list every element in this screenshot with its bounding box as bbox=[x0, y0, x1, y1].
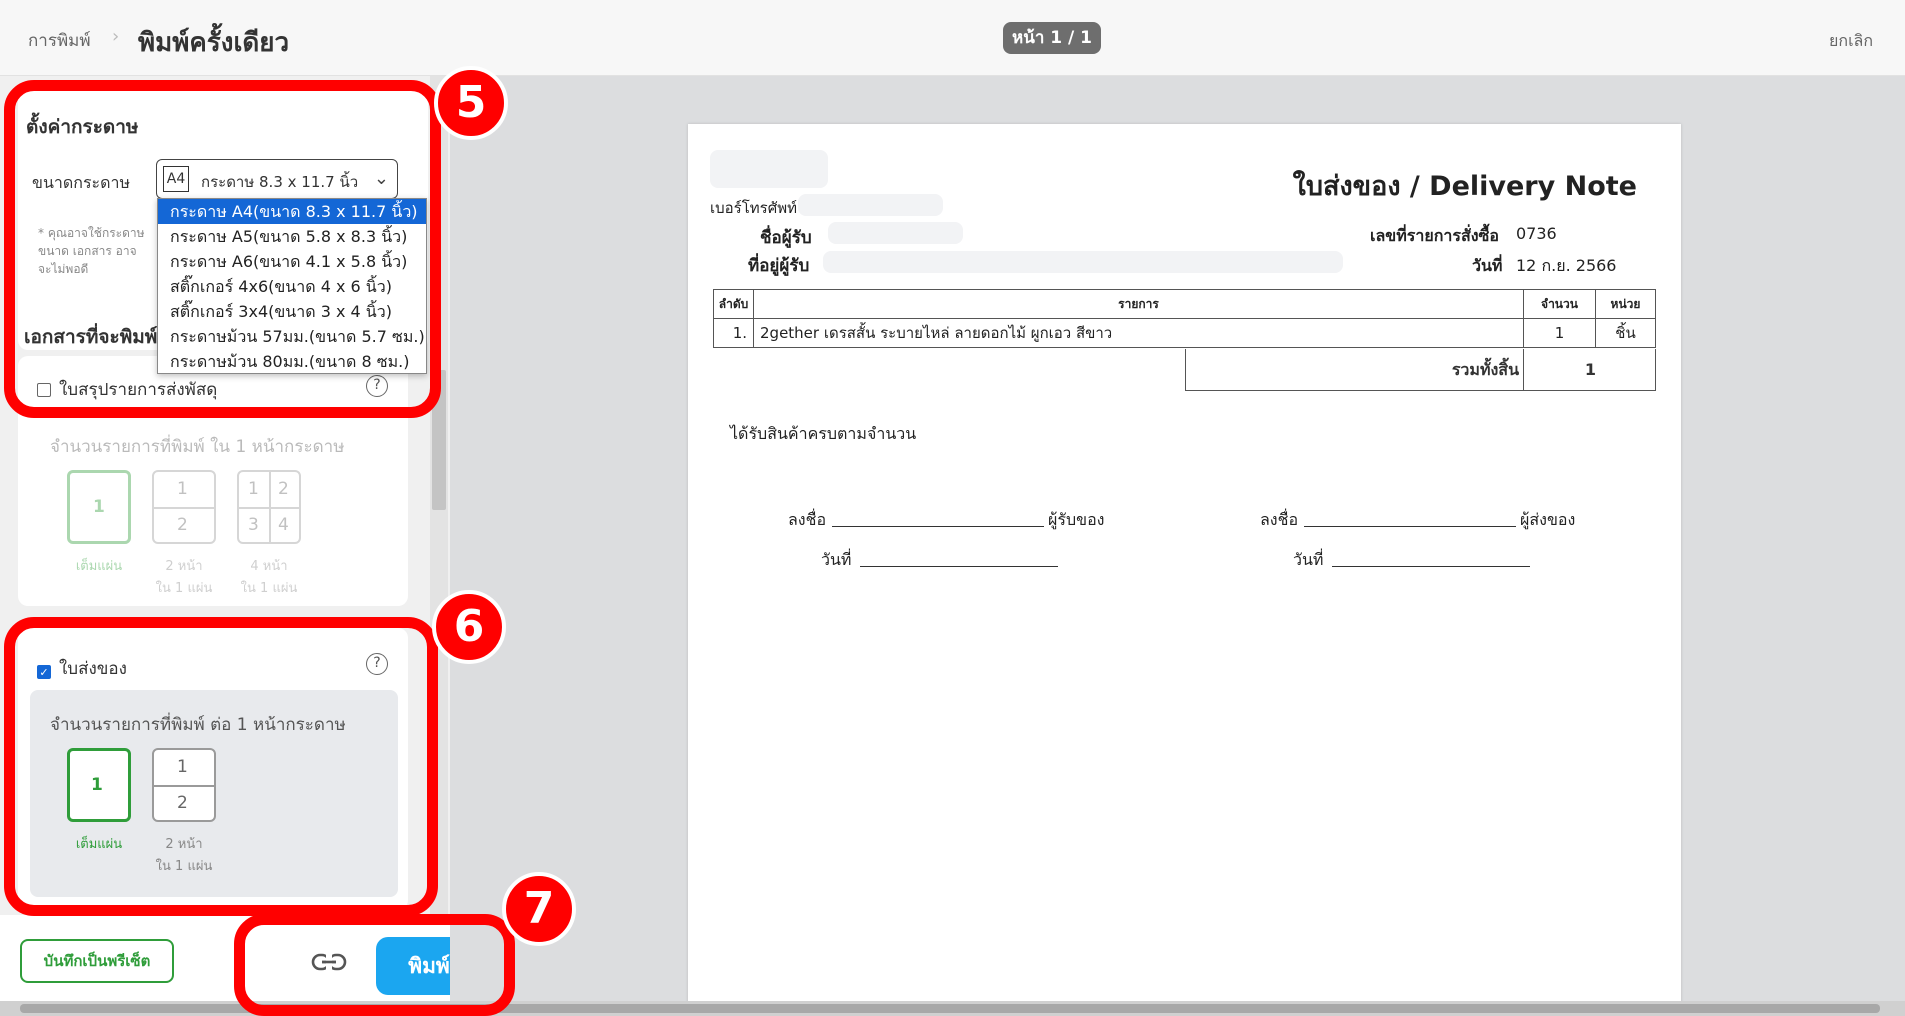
phone-label: เบอร์โทรศัพท์ bbox=[710, 199, 798, 217]
save-preset-button[interactable]: บันทึกเป็นพรีเซ็ต bbox=[20, 939, 174, 983]
summary-checkbox-row[interactable] bbox=[37, 376, 217, 403]
delivery-checkbox-row[interactable] bbox=[37, 655, 127, 682]
col-item: รายการ bbox=[754, 290, 1524, 319]
layout-cell: 2 bbox=[177, 793, 188, 813]
chevron-down-icon: ⌄ bbox=[373, 168, 389, 189]
table-row bbox=[714, 319, 1656, 348]
layout-cell: 1 bbox=[177, 757, 188, 777]
order-no-value: 0736 bbox=[1516, 224, 1557, 243]
paper-size-select[interactable] bbox=[156, 159, 398, 199]
layout-cell: 1 bbox=[177, 479, 188, 499]
paper-size-note: * คุณอาจใช้กระดาษขนาด เอกสาร อาจจะไม่พอดี bbox=[38, 226, 145, 276]
date-label: วันที่ bbox=[1472, 256, 1503, 275]
summary-layout-2[interactable] bbox=[152, 470, 216, 544]
documents-title: เอกสารที่จะพิมพ์ bbox=[24, 326, 158, 348]
cell-item: 2gether เดรสสั้น ระบายไหล่ ลายดอกไม้ ผูกเอว สีขาว bbox=[754, 319, 1524, 348]
chevron-right-icon: › bbox=[112, 26, 120, 47]
date-value: 12 ก.ย. 2566 bbox=[1516, 256, 1617, 275]
total-box bbox=[1185, 349, 1656, 391]
paper-option-a6[interactable]: กระดาษ A6(ขนาด 4.1 x 5.8 นิ้ว) bbox=[170, 252, 408, 271]
phone-redacted bbox=[798, 194, 943, 216]
summary-layout-4-caption2: ใน 1 แผ่น bbox=[240, 581, 298, 596]
total-value: 1 bbox=[1584, 360, 1597, 379]
order-no-label: เลขที่รายการสั่งซื้อ bbox=[1370, 226, 1500, 245]
paper-size-badge: A4 bbox=[163, 166, 189, 192]
layout-cell: 2 bbox=[278, 479, 289, 499]
total-label: รวมทั้งสิ้น bbox=[1186, 349, 1524, 390]
settings-scrollbar-thumb[interactable] bbox=[432, 370, 446, 510]
sender-role: ผู้ส่งของ bbox=[1520, 510, 1576, 529]
annotation-badge-6: 6 bbox=[432, 590, 506, 664]
page-indicator: หน้า 1 / 1 bbox=[1003, 22, 1101, 54]
delivery-layout-2-caption: 2 หน้า bbox=[165, 837, 203, 852]
col-no: ลำดับ bbox=[714, 290, 754, 319]
summary-layout-4-caption: 4 หน้า bbox=[250, 559, 288, 574]
summary-per-page-label: จำนวนรายการที่พิมพ์ ใน 1 หน้ากระดาษ bbox=[50, 437, 345, 457]
summary-layout-2-caption2: ใน 1 แผ่น bbox=[155, 581, 213, 596]
breadcrumb-print[interactable]: การพิมพ์ bbox=[28, 31, 91, 51]
cell-unit: ชิ้น bbox=[1596, 319, 1656, 348]
paper-settings-title: ตั้งค่ากระดาษ bbox=[26, 116, 139, 138]
receiver-date-line bbox=[860, 566, 1058, 567]
recipient-redacted bbox=[828, 222, 963, 244]
summary-checkbox[interactable] bbox=[37, 383, 51, 397]
cell-no: 1. bbox=[714, 319, 754, 348]
annotation-badge-5: 5 bbox=[434, 66, 508, 140]
paper-option-a4[interactable]: กระดาษ A4(ขนาด 8.3 x 11.7 นิ้ว) bbox=[158, 199, 426, 224]
layout-divider bbox=[154, 507, 214, 509]
paper-option-roll-57[interactable]: กระดาษม้วน 57มม.(ขนาด 5.7 ซม.) bbox=[170, 327, 425, 346]
cell-qty: 1 bbox=[1524, 319, 1596, 348]
table-header-row bbox=[714, 290, 1656, 319]
paper-option-roll-80[interactable]: กระดาษม้วน 80มม.(ขนาด 8 ซม.) bbox=[170, 352, 410, 371]
delivery-layout-2[interactable] bbox=[152, 748, 216, 822]
summary-layout-2-caption: 2 หน้า bbox=[165, 559, 203, 574]
paper-option-sticker-3x4[interactable]: สติ๊กเกอร์ 3x4(ขนาด 3 x 4 นิ้ว) bbox=[170, 302, 392, 321]
annotation-badge-7: 7 bbox=[502, 872, 576, 946]
delivery-layout-1[interactable] bbox=[67, 748, 131, 822]
address-label: ที่อยู่ผู้รับ bbox=[748, 256, 810, 276]
receiver-sign-line bbox=[832, 526, 1044, 527]
link-icon[interactable] bbox=[311, 950, 347, 974]
sender-sign-label: ลงชื่อ bbox=[1260, 510, 1299, 529]
delivery-label: ใบส่งของ bbox=[59, 659, 127, 679]
layout-cell: 2 bbox=[177, 515, 188, 535]
received-note: ได้รับสินค้าครบตามจำนวน bbox=[730, 424, 917, 443]
col-qty: จำนวน bbox=[1524, 290, 1596, 319]
print-button[interactable]: พิมพ์ bbox=[376, 937, 482, 995]
summary-layout-1-caption: เต็มแผ่น bbox=[75, 559, 123, 574]
layout-divider bbox=[269, 472, 271, 542]
paper-size-dropdown[interactable] bbox=[157, 198, 427, 374]
summary-layout-4[interactable] bbox=[237, 470, 301, 544]
delivery-checkbox[interactable]: ✓ bbox=[37, 665, 51, 679]
cancel-button[interactable]: ยกเลิก bbox=[1829, 31, 1874, 50]
receiver-role: ผู้รับของ bbox=[1048, 510, 1105, 529]
layout-cell: 3 bbox=[248, 515, 259, 535]
paper-option-sticker-4x6[interactable]: สติ๊กเกอร์ 4x6(ขนาด 4 x 6 นิ้ว) bbox=[170, 277, 392, 296]
items-table bbox=[713, 289, 1656, 348]
help-circle-icon[interactable]: ? bbox=[366, 653, 388, 675]
layout-cell: 1 bbox=[93, 497, 105, 517]
paper-size-label: ขนาดกระดาษ bbox=[32, 173, 131, 192]
layout-cell: 1 bbox=[91, 775, 103, 795]
paper-option-a5[interactable]: กระดาษ A5(ขนาด 5.8 x 8.3 นิ้ว) bbox=[170, 227, 408, 246]
layout-cell: 4 bbox=[278, 515, 289, 535]
summary-label: ใบสรุปรายการส่งพัสดุ bbox=[59, 380, 218, 400]
delivery-layout-2-caption2: ใน 1 แผ่น bbox=[155, 859, 213, 874]
shop-logo-placeholder bbox=[710, 150, 828, 188]
delivery-layout-1-caption: เต็มแผ่น bbox=[75, 837, 123, 852]
delivery-per-page-label: จำนวนรายการที่พิมพ์ ต่อ 1 หน้ากระดาษ bbox=[50, 715, 346, 735]
receiver-sign-label: ลงชื่อ bbox=[788, 510, 827, 529]
layout-cell: 1 bbox=[248, 479, 259, 499]
sender-date-label: วันที่ bbox=[1293, 550, 1324, 569]
help-circle-icon[interactable]: ? bbox=[366, 375, 388, 397]
address-redacted bbox=[823, 251, 1343, 273]
top-bar bbox=[0, 0, 1905, 76]
receiver-date-label: วันที่ bbox=[821, 550, 852, 569]
sender-date-line bbox=[1332, 566, 1530, 567]
summary-layout-1[interactable] bbox=[67, 470, 131, 544]
paper-size-value: กระดาษ 8.3 x 11.7 นิ้ว bbox=[201, 173, 359, 191]
doc-title: ใบส่งของ / Delivery Note bbox=[1292, 171, 1637, 202]
page-title: พิมพ์ครั้งเดียว bbox=[138, 28, 290, 58]
sender-sign-line bbox=[1304, 526, 1516, 527]
layout-divider bbox=[154, 785, 214, 787]
preview-hscrollbar-thumb[interactable] bbox=[20, 1004, 1880, 1013]
col-unit: หน่วย bbox=[1596, 290, 1656, 319]
delivery-note-paper bbox=[688, 124, 1681, 1016]
recipient-label: ชื่อผู้รับ bbox=[760, 228, 812, 248]
